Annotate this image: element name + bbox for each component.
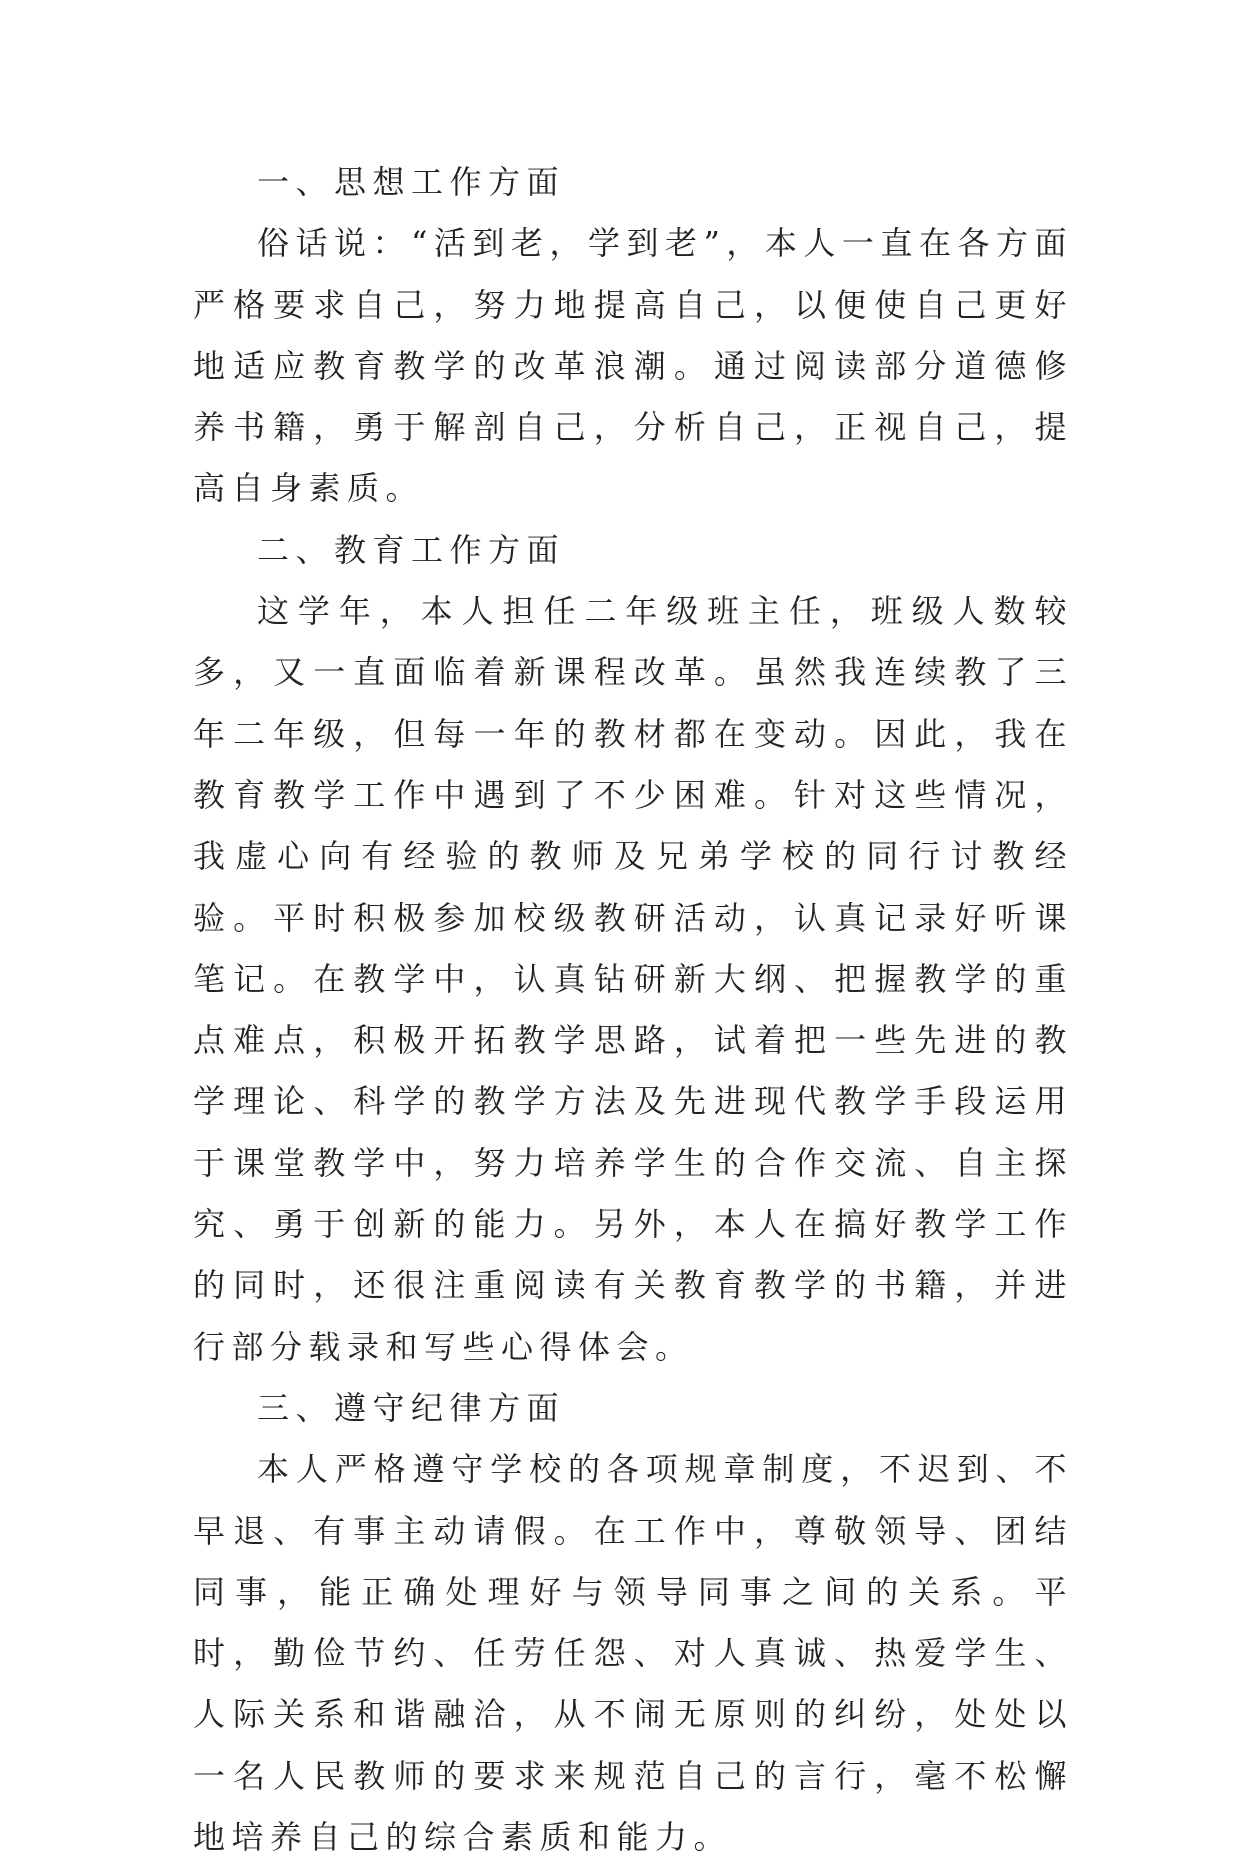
section-heading-discipline: 三、遵守纪律方面 xyxy=(257,1388,566,1427)
section-heading-education: 二、教育工作方面 xyxy=(257,530,566,569)
section-body-discipline: 本人严格遵守学校的各项规章制度，不迟到、不早退、有事主动请假。在工作中，尊敬领导、团结同事，能正确处理好与领导同事之间的关系。平时，勤俭节约、任劳任怨、对人真诚、热爱学生、人际关系和谐融洽，从不闹无原则的纠纷，处处以一名人民教师的要求来规范自己的言行，毫不松懈地培养自己的综合素质和能力。 xyxy=(193,1450,1073,1857)
section-body-thought: 俗话说：“活到老，学到老”，本人一直在各方面严格要求自己，努力地提高自己，以便使自己更好地适应教育教学的改革浪潮。通过阅读部分道德修养书籍，勇于解剖自己，分析自己，正视自己，提高自身素质。 xyxy=(193,224,1073,508)
section-heading-thought: 一、思想工作方面 xyxy=(257,163,566,201)
document-body xyxy=(193,152,1073,1868)
section-body-education: 这学年，本人担任二年级班主任，班级人数较多，又一直面临着新课程改革。虽然我连续教了三年二年级，但每一年的教材都在变动。因此，我在教育教学工作中遇到了不少困难。针对这些情况，我虚心向有经验的教师及兄弟学校的同行讨教经验。平时积极参加校级教研活动，认真记录好听课笔记。在教学中，认真钻研新大纲、把握教学的重点难点，积极开拓教学思路，试着把一些先进的教学理论、科学的教学方法及先进现代教学手段运用于课堂教学中，努力培养学生的合作交流、自主探究、勇于创新的能力。另外，本人在搞好教学工作的同时，还很注重阅读有关教育教学的书籍，并进行部分载录和写些心得体会。 xyxy=(193,592,1073,1366)
